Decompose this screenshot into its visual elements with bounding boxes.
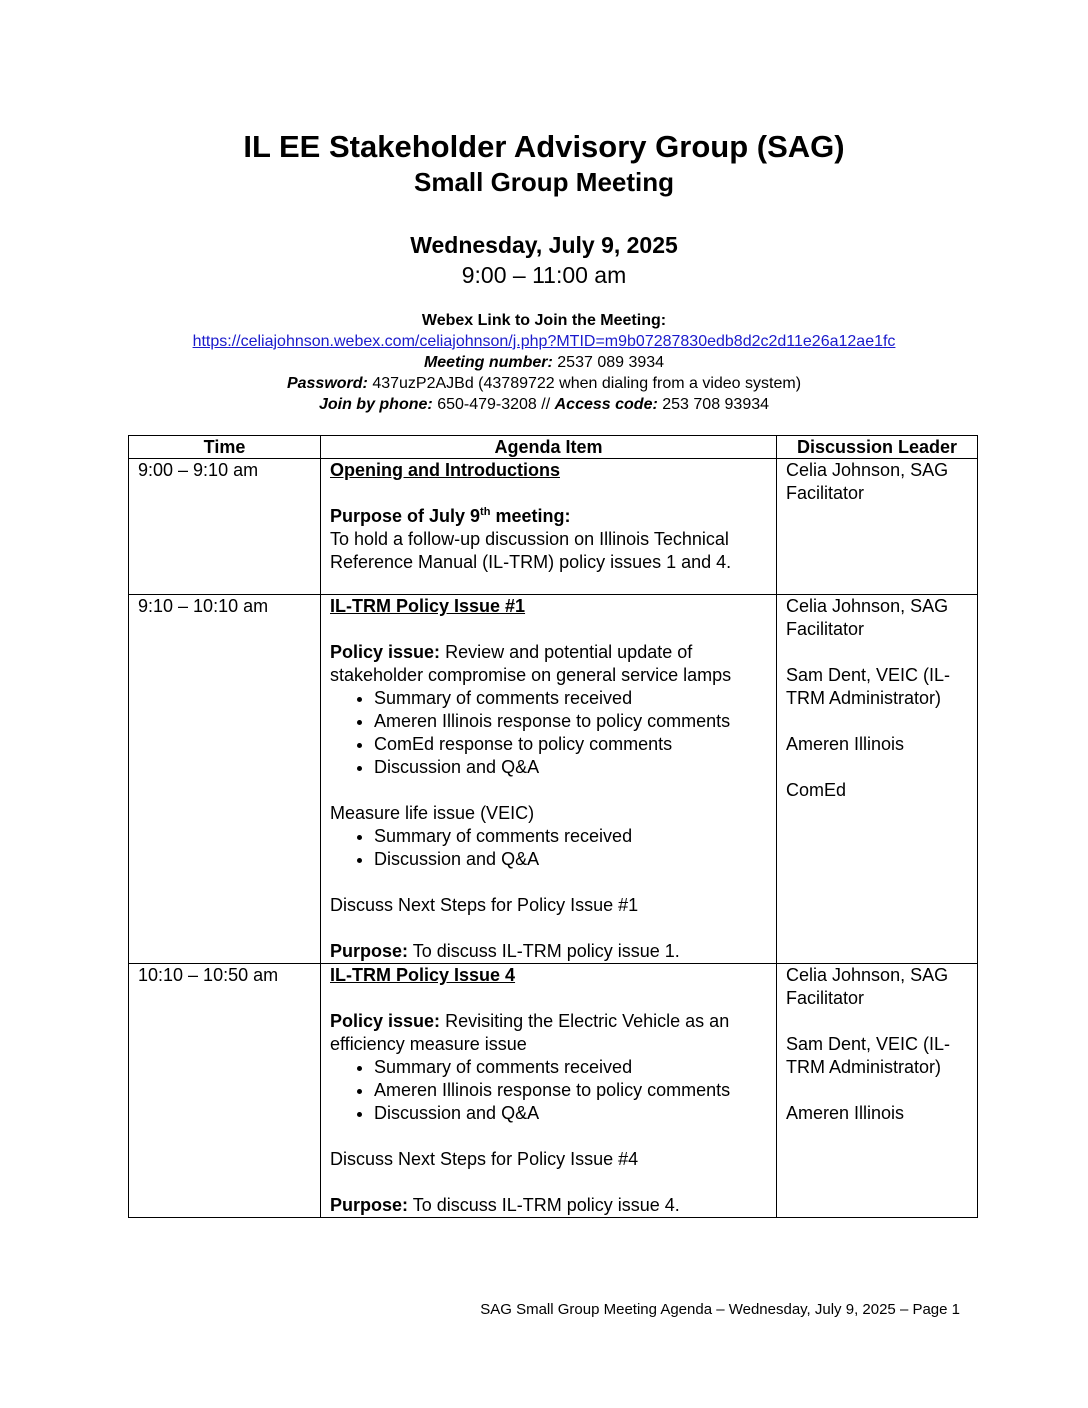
agenda-table bbox=[128, 435, 978, 1218]
list-item: • Ameren Illinois response to policy comments bbox=[374, 710, 768, 733]
password-value: 437uzP2AJBd (43789722 when dialing from a video system) bbox=[372, 375, 802, 392]
meeting-date: Wednesday, July 9, 2025 bbox=[410, 232, 678, 258]
policy-issue: Policy issue: Revisiting the Electric Vehicle as an efficiency measure issue bbox=[330, 1011, 730, 1054]
document-title: IL EE Stakeholder Advisory Group (SAG) bbox=[243, 129, 845, 164]
discussion-leader bbox=[777, 595, 978, 964]
list-item: • Discussion and Q&A bbox=[374, 848, 768, 871]
agenda-item-header: Agenda Item bbox=[321, 436, 777, 459]
list-item: • Summary of comments received bbox=[374, 825, 768, 848]
document-subtitle: Small Group Meeting bbox=[413, 167, 675, 197]
discussion-leader bbox=[777, 459, 978, 595]
access-code-label: Access code: bbox=[554, 396, 658, 413]
meeting-number-line bbox=[0, 352, 1088, 373]
leader-name: Celia Johnson, SAG Facilitator bbox=[786, 965, 949, 1008]
phone-line bbox=[0, 394, 1088, 415]
phone-number: 650-479-3208 // bbox=[437, 396, 551, 413]
time-header: Time bbox=[129, 436, 321, 459]
bullet-list bbox=[330, 1056, 768, 1125]
next-steps: Discuss Next Steps for Policy Issue #1 bbox=[330, 895, 639, 915]
row-time: 9:10 – 10:10 am bbox=[129, 595, 321, 964]
list-item: • Ameren Illinois response to policy comments bbox=[374, 1079, 768, 1102]
leader-name: Ameren Illinois bbox=[786, 1103, 905, 1123]
access-code: 253 708 93934 bbox=[662, 396, 770, 413]
measure-life-heading: Measure life issue (VEIC) bbox=[330, 803, 535, 823]
leader-name: Sam Dent, VEIC (IL-TRM Administrator) bbox=[786, 1034, 951, 1077]
table-row bbox=[129, 459, 978, 595]
list-item: • Discussion and Q&A bbox=[374, 1102, 768, 1125]
list-item: • Summary of comments received bbox=[374, 1056, 768, 1079]
join-info bbox=[0, 310, 1088, 415]
purpose-line: Purpose: To discuss IL-TRM policy issue 4. bbox=[330, 1195, 680, 1215]
item-title: Opening and Introductions bbox=[330, 460, 560, 480]
webex-link[interactable]: https://celiajohnson.webex.com/celiajohnson/j.php?MTID=m9b07287830edb8d2c2d11e26a12ae1fc bbox=[192, 333, 896, 350]
meeting-number: 2537 089 3934 bbox=[557, 354, 665, 371]
purpose-text: To hold a follow-up discussion on Illinois Technical Reference Manual (IL-TRM) policy issues 1 and 4. bbox=[330, 529, 732, 572]
leader-name: Celia Johnson, SAG Facilitator bbox=[786, 596, 949, 639]
table-row bbox=[129, 595, 978, 964]
bullet-list bbox=[330, 687, 768, 779]
next-steps: Discuss Next Steps for Policy Issue #4 bbox=[330, 1149, 639, 1169]
purpose-heading: Purpose of July 9th meeting: bbox=[330, 506, 571, 526]
list-item: • Summary of comments received bbox=[374, 687, 768, 710]
list-item: • Discussion and Q&A bbox=[374, 756, 768, 779]
table-header-row bbox=[129, 436, 978, 459]
leader-name: ComEd bbox=[786, 780, 847, 800]
list-item: • ComEd response to policy comments bbox=[374, 733, 768, 756]
agenda-item bbox=[321, 595, 777, 964]
leader-name: Celia Johnson, SAG Facilitator bbox=[786, 460, 949, 503]
row-time: 10:10 – 10:50 am bbox=[129, 964, 321, 1218]
meeting-number-label: Meeting number: bbox=[423, 354, 553, 371]
table-row bbox=[129, 964, 978, 1218]
password-line bbox=[0, 373, 1088, 394]
leader-name: Ameren Illinois bbox=[786, 734, 905, 754]
row-time: 9:00 – 9:10 am bbox=[129, 459, 321, 595]
policy-issue: Policy issue: Review and potential update of stakeholder compromise on general service lamps bbox=[330, 642, 732, 685]
password-label: Password: bbox=[286, 375, 368, 392]
purpose-line: Purpose: To discuss IL-TRM policy issue 1. bbox=[330, 941, 680, 961]
agenda-item bbox=[321, 459, 777, 595]
webex-heading: Webex Link to Join the Meeting: bbox=[421, 312, 667, 329]
leader-name: Sam Dent, VEIC (IL-TRM Administrator) bbox=[786, 665, 951, 708]
bullet-list bbox=[330, 825, 768, 871]
item-title: IL-TRM Policy Issue #1 bbox=[330, 596, 526, 616]
agenda-item bbox=[321, 964, 777, 1218]
phone-label: Join by phone: bbox=[318, 396, 433, 413]
meeting-time: 9:00 – 11:00 am bbox=[461, 262, 627, 288]
discussion-leader-header: Discussion Leader bbox=[777, 436, 978, 459]
page-footer: SAG Small Group Meeting Agenda – Wednesday, July 9, 2025 – Page 1 bbox=[480, 1301, 960, 1318]
discussion-leader bbox=[777, 964, 978, 1218]
item-title: IL-TRM Policy Issue 4 bbox=[330, 965, 516, 985]
